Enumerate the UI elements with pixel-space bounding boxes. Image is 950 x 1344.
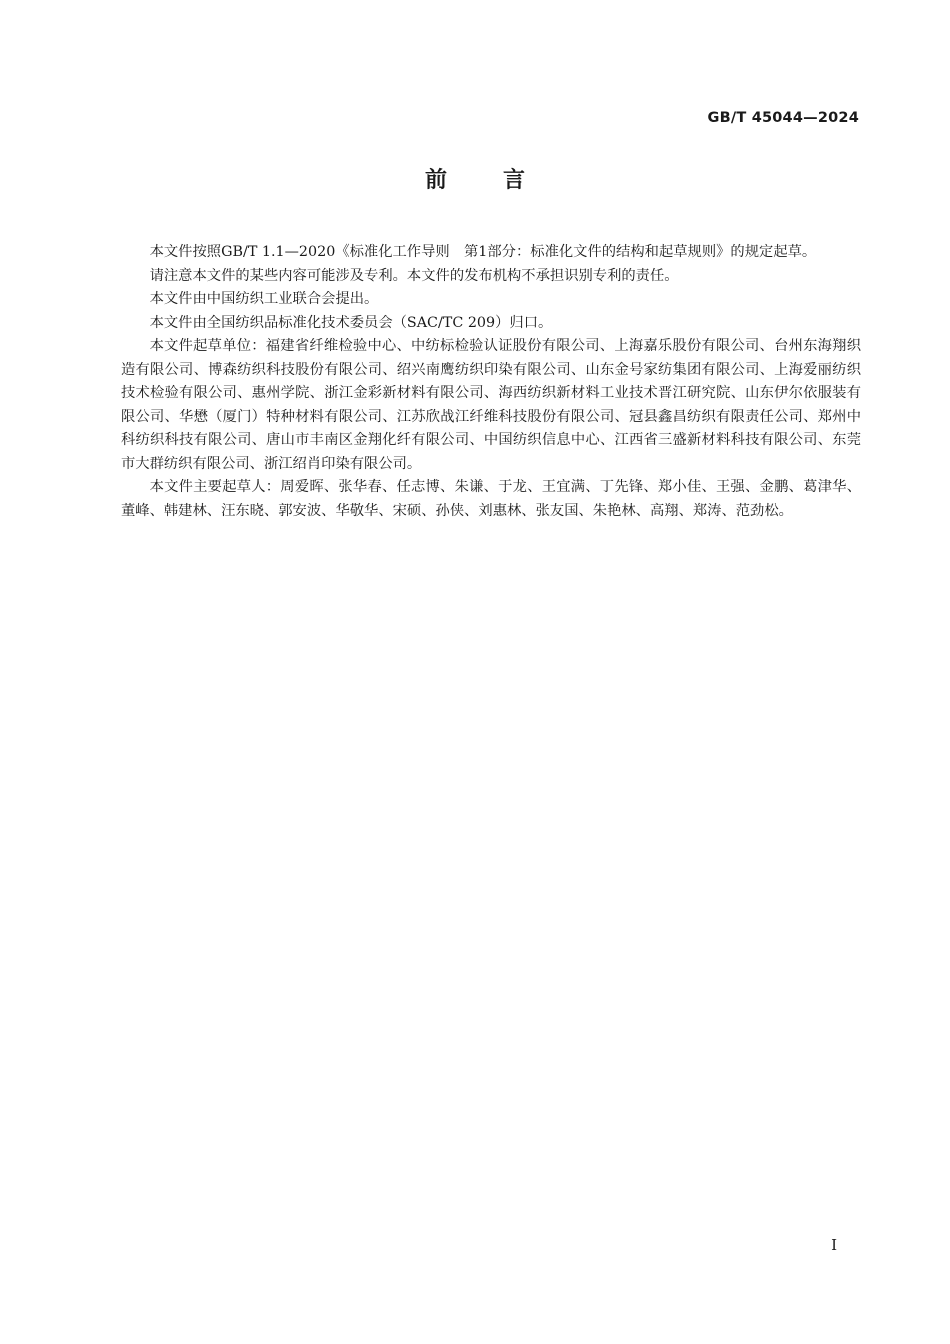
- paragraph-technical-committee: 本文件由全国纺织品标准化技术委员会（SAC/TC 209）归口。: [149, 314, 553, 331]
- page-title: 前言: [424, 168, 581, 193]
- page-number: I: [831, 1236, 837, 1254]
- standard-number: GB/T 45044—2024: [707, 110, 859, 126]
- paragraph-patent-notice: 请注意本文件的某些内容可能涉及专利。本文件的发布机构不承担识别专利的责任。: [149, 267, 679, 284]
- paragraph-drafters: 本文件主要起草人：周爱晖、张华春、任志博、朱谦、于龙、王宜满、丁先锋、郑小佳、王强、金鹏、葛津华、董峰、韩建林、汪东晓、郭安波、华敬华、宋硕、孙侠、刘惠林、张友国、朱艳林、高翔、郑涛、范劲松。: [121, 479, 861, 519]
- paragraph-proposer: 本文件由中国纺织工业联合会提出。: [149, 291, 379, 307]
- foreword-body: [121, 241, 861, 523]
- paragraph-drafting-units: 本文件起草单位：福建省纤维检验中心、中纺标检验认证股份有限公司、上海嘉乐股份有限公司、台州东海翔织造有限公司、博森纺织科技股份有限公司、绍兴南鹰纺织印染有限公司、山东金号家纺集团有限公司、上海爱丽纺织技术检验有限公司、惠州学院、浙江金彩新材料有限公司、海西纺织新材料工业技术晋江研究院、山东伊尔依服装有限公司、华懋（厦门）特种材料有限公司、江苏欣战江纤维科技股份有限公司、冠县鑫昌纺织有限责任公司、郑州中科纺织科技有限公司、唐山市丰南区金翔化纤有限公司、中国纺织信息中心、江西省三盛新材料科技有限公司、东莞市大群纺织有限公司、浙江绍肖印染有限公司。: [121, 338, 861, 472]
- paragraph-drafting-rules: 本文件按照GB/T 1.1—2020《标准化工作导则 第1部分：标准化文件的结构和起草规则》的规定起草。: [149, 244, 817, 260]
